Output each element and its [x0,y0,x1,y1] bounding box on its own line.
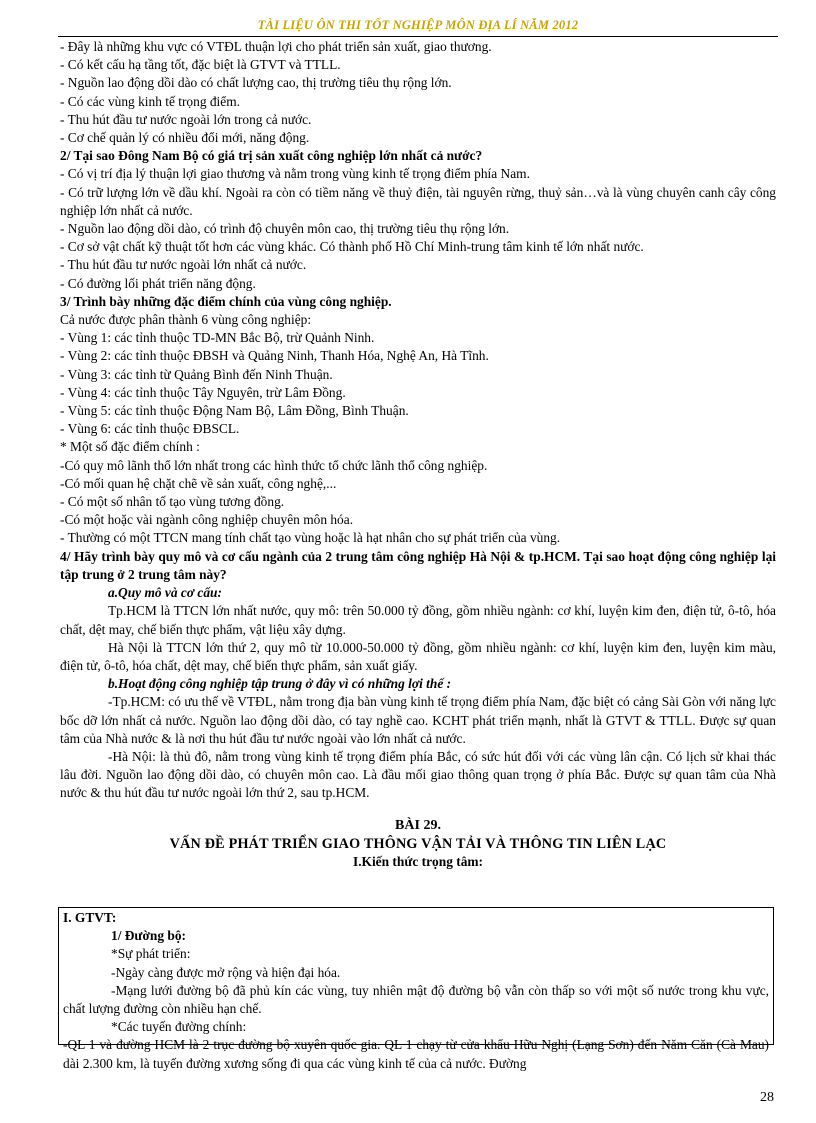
text-paragraph: -Mạng lưới đường bộ đã phủ kín các vùng, tuy nhiên mật độ đường bộ vẫn còn thấp so với một số nước trong khu vực, chất lượng đường còn nhiều hạn chế. [63,982,769,1017]
text-paragraph: Hà Nội là TTCN lớn thứ 2, quy mô từ 10.000-50.000 tỷ đồng, gồm nhiều ngành: cơ khí, luyện kim đen, luyện kim màu, điện tử, ô-tô, hóa chất, dệt may, chế biến thực phẩm, sản xuất giấy. [60,639,776,673]
text-line: - Vùng 5: các tỉnh thuộc Động Nam Bộ, Lâm Đồng, Bình Thuận. [60,403,409,419]
text-line: - Có các vùng kinh tế trọng điểm. [60,93,240,109]
text-line: - Cơ sở vật chất kỹ thuật tốt hơn các vùng khác. Có thành phố Hồ Chí Minh-trung tâm kinh tế lớn nhất nước. [60,239,644,255]
text-line: - Có kết cấu hạ tầng tốt, đặc biệt là GTVT và TTLL. [60,57,341,73]
text-line: - Có một số nhân tố tạo vùng tương đồng. [60,494,285,510]
page-header: TÀI LIỆU ÔN THI TỐT NGHIỆP MÔN ĐỊA LÍ NĂM 2012 [58,14,778,37]
text-line: - Vùng 2: các tỉnh thuộc ĐBSH và Quảng Ninh, Thanh Hóa, Nghệ An, Hà Tĩnh. [60,348,489,364]
text-line: - Nguồn lao động dồi dào, có trình độ chuyên môn cao, thị trường tiêu thụ rộng lớn. [60,221,510,237]
text-paragraph: Tp.HCM là TTCN lớn nhất nước, quy mô: trên 50.000 tỷ đồng, gồm nhiều ngành: cơ khí, luyện kim đen, điện tử, ô-tô, hóa chất, dệt may, chế biến thực phẩm, vật liệu xây dựng. [60,603,776,637]
page-number: 28 [760,1090,774,1105]
text-paragraph: -Hà Nội: là thủ đô, nằm trong vùng kinh tế trọng điểm phía Bắc, có sức hút đối với các vùng lân cận. Có lịch sử khai thác lâu đời. Nguồn lao động dồi dào, có chuyên môn cao. Là đầu mối giao thông quan trọng ở phía Bắc. Được sự quan tâm của Nhà nước & thu hút đầu tư nước ngoài lớn thứ 2, sau tp.HCM. [60,748,776,801]
box-subheading: 1/ Đường bộ: [111,928,186,944]
text-line: -Có quy mô lãnh thổ lớn nhất trong các hình thức tổ chức lãnh thổ công nghiệp. [60,457,488,473]
question-2-heading: 2/ Tại sao Đông Nam Bộ có giá trị sản xuất công nghiệp lớn nhất cả nước? [60,148,483,164]
text-line: -Có một hoặc vài ngành công nghiệp chuyên môn hóa. [60,512,354,528]
section-a-heading: a.Quy mô và cơ cấu: [108,585,222,601]
question-3-heading: 3/ Trình bày những đặc điểm chính của vùng công nghiệp. [60,293,392,309]
text-line: -Có mối quan hệ chặt chẽ về sản xuất, công nghệ,... [60,475,337,491]
text-line: - Vùng 1: các tỉnh thuộc TD-MN Bắc Bộ, trừ Quảnh Ninh. [60,330,375,346]
text-line: Cả nước được phân thành 6 vùng công nghiệp: [60,312,312,328]
text-line: - Vùng 3: các tỉnh từ Quảng Bình đến Ninh Thuận. [60,366,333,382]
text-paragraph: -Tp.HCM: có ưu thế về VTĐL, nằm trong địa bàn vùng kinh tế trọng điểm phía Nam, đặc biệt có cảng Sài Gòn với năng lực bốc dỡ lớn nhất cả nước. Nguồn lao động dồi dào, có tay nghề cao. KCHT phát triển mạnh, nhất là GTVT & TTLL. Được sự quan tâm của Nhà nước & là nơi thu hút đầu tư nước ngoài vào lớn nhất cả nước. [60,694,776,746]
text-line: - Có đường lối phát triển năng động. [60,275,256,291]
lesson-title: VẤN ĐỀ PHÁT TRIỂN GIAO THÔNG VẬN TẢI VÀ THÔNG TIN LIÊN LẠC [169,835,667,852]
text-line: *Sự phát triển: [111,946,191,962]
text-line: - Thường có một TTCN mang tính chất tạo vùng hoặc là hạt nhân cho sự phát triển của vùng. [60,530,561,546]
text-line: - Vùng 4: các tỉnh thuộc Tây Nguyên, trừ Lâm Đồng. [60,384,346,400]
box-heading: I. GTVT: [63,910,117,925]
text-paragraph: - Có trữ lượng lớn về dầu khí. Ngoài ra còn có tiềm năng về thuỷ điện, tài nguyên rừng, thuỷ sản…và là vùng chuyên canh cây công nghiệp lớn nhất cả nước. [60,184,776,218]
lesson-subtitle: I.Kiến thức trọng tâm: [352,853,484,869]
question-4-heading: 4/ Hãy trình bày quy mô và cơ cấu ngành của 2 trung tâm công nghiệp Hà Nội & tp.HCM. Tại sao hoạt động công nghiệp lại tập trung ở 2 trung tâm này? [60,548,776,582]
text-line: - Thu hút đầu tư nước ngoài lớn trong cả nước. [60,111,312,127]
text-paragraph: -QL 1 và đường HCM là 2 trục đường bộ xuyên quốc gia. QL 1 chạy từ cửa khẩu Hữu Nghị (Lạng Sơn) đến Năm Căn (Cà Mau) dài 2.300 km, là tuyến đường xương sống đi qua các vùng kinh tế của cả nước. Đường [63,1037,769,1071]
text-line: * Một số đặc điểm chính : [60,439,200,455]
text-line: - Có vị trí địa lý thuận lợi giao thương và nằm trong vùng kinh tế trọng điểm phía Nam. [60,166,530,182]
text-line: - Cơ chế quản lý có nhiều đổi mới, năng động. [60,130,310,146]
text-line: -Ngày càng được mở rộng và hiện đại hóa. [111,964,341,980]
text-line: - Nguồn lao động dồi dào có chất lượng cao, thị trường tiêu thụ rộng lớn. [60,75,452,91]
lesson-number: BÀI 29. [395,817,441,833]
content-box [58,907,774,1071]
section-b-heading: b.Hoạt động công nghiệp tập trung ở đây vì có những lợi thế : [108,676,452,692]
text-line: - Vùng 6: các tỉnh thuộc ĐBSCL. [60,421,240,437]
document-body [60,38,776,871]
text-line: - Đây là những khu vực có VTĐL thuận lợi cho phát triển sản xuất, giao thương. [60,39,492,54]
text-line: - Thu hút đầu tư nước ngoài lớn nhất cả nước. [60,257,307,273]
text-line: *Các tuyến đường chính: [111,1019,247,1035]
